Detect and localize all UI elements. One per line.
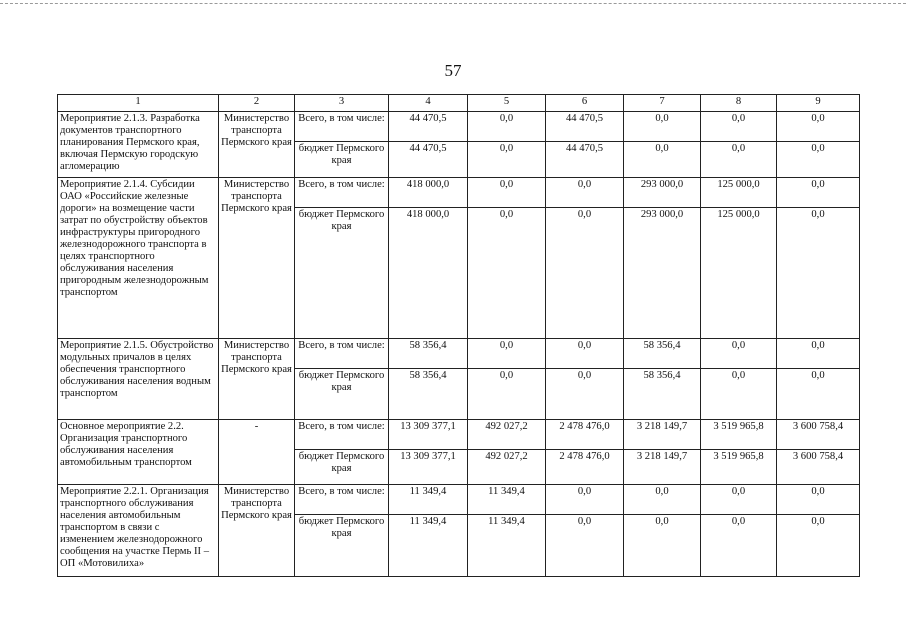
column-header: 3 [295, 95, 389, 112]
executor-cell: Министерство транспорта Пермского края [219, 112, 295, 178]
amount-cell: 0,0 [546, 485, 624, 515]
page-number: 57 [444, 61, 462, 80]
amount-cell: 58 356,4 [389, 369, 468, 420]
amount-cell: 0,0 [624, 515, 701, 577]
table-row-total [58, 420, 860, 450]
column-header: 9 [777, 95, 860, 112]
amount-cell: 44 470,5 [546, 112, 624, 142]
amount-cell: 0,0 [546, 369, 624, 420]
executor-cell: Министерство транспорта Пермского края [219, 178, 295, 339]
amount-cell: 0,0 [777, 112, 860, 142]
activity-name: Мероприятие 2.2.1. Организация транспортного обслуживания населения автомобильным транспортом в связи с изменением железнодорожного сообщения на участке Пермь II – ОП «Мотовилиха» [58, 485, 219, 577]
amount-cell: 3 600 758,4 [777, 450, 860, 485]
amount-cell: 418 000,0 [389, 208, 468, 339]
amount-cell: 0,0 [777, 485, 860, 515]
amount-cell: 0,0 [777, 339, 860, 369]
amount-cell: 293 000,0 [624, 178, 701, 208]
activity-name: Мероприятие 2.1.4. Субсидии ОАО «Российские железные дороги» на возмещение части затрат по обустройству объектов инфраструктуры пригородного железнодорожного транспорта в целях транспортного обслуживания населения пригородным железнодорожным транспортом [58, 178, 219, 339]
amount-cell: 44 470,5 [389, 142, 468, 178]
table-row-total [58, 485, 860, 515]
activity-name: Мероприятие 2.1.3. Разработка документов транспортного планирования Пермского края, включая Пермскую городскую агломерацию [58, 112, 219, 178]
amount-cell: 293 000,0 [624, 208, 701, 339]
executor-cell: - [219, 420, 295, 485]
amount-cell: 3 218 149,7 [624, 450, 701, 485]
amount-cell: 13 309 377,1 [389, 420, 468, 450]
amount-cell: 11 349,4 [389, 485, 468, 515]
scan-top-edge [0, 3, 906, 4]
amount-cell: 2 478 476,0 [546, 420, 624, 450]
column-header: 7 [624, 95, 701, 112]
amount-cell: 0,0 [701, 112, 777, 142]
table-row-total [58, 178, 860, 208]
amount-cell: 125 000,0 [701, 178, 777, 208]
funding-source: Всего, в том числе: [295, 485, 389, 515]
amount-cell: 0,0 [468, 369, 546, 420]
amount-cell: 0,0 [701, 515, 777, 577]
amount-cell: 0,0 [624, 142, 701, 178]
column-header: 4 [389, 95, 468, 112]
amount-cell: 0,0 [546, 515, 624, 577]
amount-cell: 3 519 965,8 [701, 450, 777, 485]
column-header: 2 [219, 95, 295, 112]
column-header: 8 [701, 95, 777, 112]
amount-cell: 0,0 [777, 515, 860, 577]
activity-name: Основное мероприятие 2.2. Организация транспортного обслуживания населения автомобильным транспортом [58, 420, 219, 485]
amount-cell: 58 356,4 [624, 369, 701, 420]
amount-cell: 0,0 [624, 485, 701, 515]
amount-cell: 0,0 [777, 369, 860, 420]
amount-cell: 0,0 [701, 142, 777, 178]
amount-cell: 0,0 [468, 178, 546, 208]
table-row-total [58, 339, 860, 369]
amount-cell: 0,0 [701, 485, 777, 515]
amount-cell: 0,0 [468, 339, 546, 369]
amount-cell: 11 349,4 [389, 515, 468, 577]
funding-source: Всего, в том числе: [295, 339, 389, 369]
amount-cell: 125 000,0 [701, 208, 777, 339]
amount-cell: 0,0 [701, 339, 777, 369]
amount-cell: 11 349,4 [468, 515, 546, 577]
funding-source: бюджет Пермского края [295, 142, 389, 178]
amount-cell: 0,0 [701, 369, 777, 420]
column-header: 1 [58, 95, 219, 112]
amount-cell: 2 478 476,0 [546, 450, 624, 485]
amount-cell: 0,0 [468, 112, 546, 142]
column-header: 5 [468, 95, 546, 112]
amount-cell: 418 000,0 [389, 178, 468, 208]
executor-cell: Министерство транспорта Пермского края [219, 339, 295, 420]
amount-cell: 3 519 965,8 [701, 420, 777, 450]
funding-source: бюджет Пермского края [295, 515, 389, 577]
activity-name: Мероприятие 2.1.5. Обустройство модульных причалов в целях обеспечения транспортного обслуживания населения водным транспортом [58, 339, 219, 420]
amount-cell: 44 470,5 [389, 112, 468, 142]
budget-table [57, 94, 860, 577]
amount-cell: 0,0 [624, 112, 701, 142]
amount-cell: 11 349,4 [468, 485, 546, 515]
funding-source: бюджет Пермского края [295, 450, 389, 485]
amount-cell: 0,0 [777, 208, 860, 339]
executor-cell: Министерство транспорта Пермского края [219, 485, 295, 577]
funding-source: Всего, в том числе: [295, 178, 389, 208]
amount-cell: 0,0 [546, 178, 624, 208]
amount-cell: 0,0 [468, 208, 546, 339]
amount-cell: 0,0 [546, 208, 624, 339]
amount-cell: 0,0 [546, 339, 624, 369]
amount-cell: 3 218 149,7 [624, 420, 701, 450]
table-row-total [58, 112, 860, 142]
amount-cell: 0,0 [777, 178, 860, 208]
amount-cell: 44 470,5 [546, 142, 624, 178]
amount-cell: 13 309 377,1 [389, 450, 468, 485]
amount-cell: 3 600 758,4 [777, 420, 860, 450]
amount-cell: 58 356,4 [389, 339, 468, 369]
funding-source: Всего, в том числе: [295, 420, 389, 450]
funding-source: бюджет Пермского края [295, 369, 389, 420]
amount-cell: 0,0 [468, 142, 546, 178]
column-header: 6 [546, 95, 624, 112]
amount-cell: 492 027,2 [468, 420, 546, 450]
amount-cell: 0,0 [777, 142, 860, 178]
funding-source: бюджет Пермского края [295, 208, 389, 339]
funding-source: Всего, в том числе: [295, 112, 389, 142]
amount-cell: 58 356,4 [624, 339, 701, 369]
amount-cell: 492 027,2 [468, 450, 546, 485]
column-number-row [58, 95, 860, 112]
